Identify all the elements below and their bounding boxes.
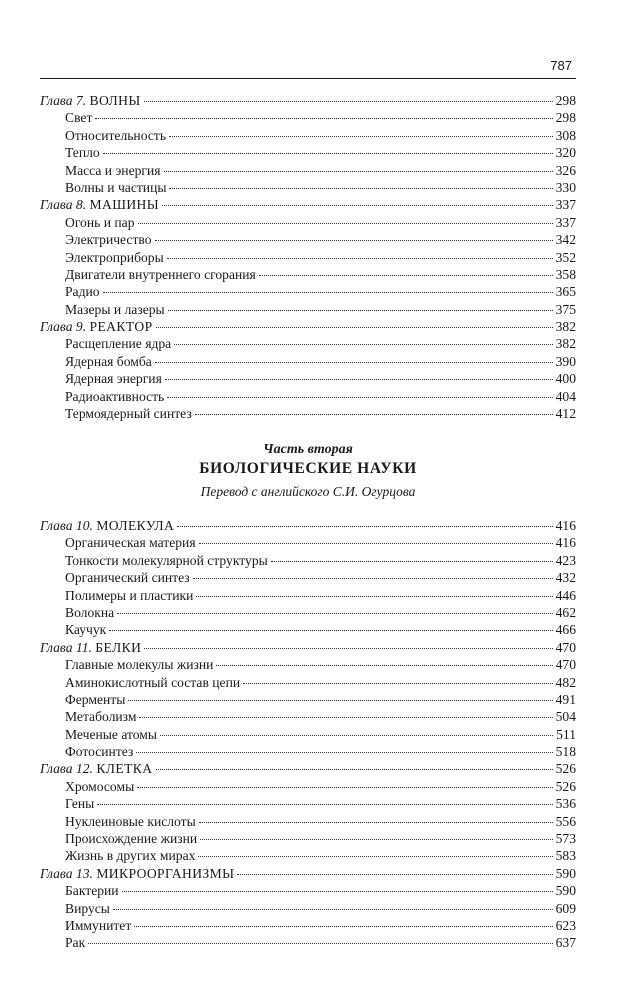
page-ref: 390: [555, 353, 576, 369]
toc-section-entry: [40, 109, 576, 126]
section-title: Электричество: [65, 232, 152, 248]
chapter-number: Глава 12.: [40, 761, 93, 777]
toc-entry-label: [65, 656, 213, 673]
page-ref: 412: [555, 406, 576, 422]
dot-leader: [216, 664, 552, 666]
dot-leader: [109, 629, 552, 631]
toc-entry-label: [65, 552, 268, 569]
toc-section-entry: [40, 674, 576, 691]
table-of-contents-part1: [40, 92, 576, 422]
chapter-title: КЛЕТКА: [96, 761, 153, 777]
dot-leader: [177, 525, 552, 527]
toc-section-entry: [40, 847, 576, 864]
toc-section-entry: [40, 934, 576, 951]
dot-leader: [156, 768, 553, 770]
chapter-title: РЕАКТОР: [89, 319, 153, 335]
section-title: Ядерная энергия: [65, 371, 162, 387]
toc-entry-label: [65, 691, 125, 708]
toc-entry-label: [65, 743, 133, 760]
toc-entry-label: [40, 760, 153, 777]
toc-entry-label: [65, 144, 100, 161]
dot-leader: [196, 595, 552, 597]
toc-section-entry: [40, 587, 576, 604]
dot-leader: [237, 873, 552, 875]
toc-entry-label: [65, 335, 171, 352]
section-title: Нуклеиновые кислоты: [65, 813, 196, 829]
page-ref: 432: [555, 570, 576, 586]
page-ref: 491: [555, 691, 576, 707]
toc-section-entry: [40, 301, 576, 318]
toc-entry-label: [65, 934, 85, 951]
section-title: Вирусы: [65, 900, 110, 916]
toc-section-entry: [40, 388, 576, 405]
section-title: Фотосинтез: [65, 744, 134, 760]
toc-section-entry: [40, 604, 576, 621]
toc-chapter-entry: [40, 760, 576, 777]
toc-section-entry: [40, 621, 576, 638]
section-title: Свет: [65, 110, 93, 126]
toc-entry-label: [65, 569, 190, 586]
page-ref: 358: [555, 266, 576, 282]
page-ref: 536: [555, 796, 576, 812]
toc-entry-label: [65, 830, 197, 847]
section-title: Ферменты: [65, 691, 126, 707]
toc-entry-label: [65, 109, 92, 126]
dot-leader: [137, 786, 552, 788]
toc-section-entry: [40, 778, 576, 795]
toc-entry-label: [65, 405, 192, 422]
page-ref: 423: [555, 552, 576, 568]
dot-leader: [199, 821, 553, 823]
page-ref: 583: [555, 848, 576, 864]
toc-entry-label: [65, 266, 256, 283]
toc-entry-label: [65, 162, 161, 179]
toc-entry-label: [65, 778, 134, 795]
page-ref: 556: [555, 813, 576, 829]
dot-leader: [122, 890, 553, 892]
toc-section-entry: [40, 214, 576, 231]
section-title: Жизнь в других мирах: [65, 848, 196, 864]
toc-section-entry: [40, 726, 576, 743]
toc-section-entry: [40, 405, 576, 422]
page-ref: 320: [555, 145, 576, 161]
toc-entry-label: [65, 353, 152, 370]
toc-entry-label: [65, 726, 157, 743]
dot-leader: [164, 170, 553, 172]
toc-section-entry: [40, 552, 576, 569]
dot-leader: [243, 682, 552, 684]
dot-leader: [198, 855, 552, 857]
page-ref: 504: [555, 709, 576, 725]
toc-section-entry: [40, 179, 576, 196]
toc-entry-label: [65, 127, 166, 144]
chapter-number: Глава 13.: [40, 865, 93, 881]
section-title: Главные молекулы жизни: [65, 657, 214, 673]
dot-leader: [259, 274, 553, 276]
page-ref: 298: [555, 110, 576, 126]
section-title: Происхождение жизни: [65, 831, 198, 847]
page-ref: 573: [555, 831, 576, 847]
page-ref: 400: [555, 371, 576, 387]
section-title: Волокна: [65, 604, 115, 620]
chapter-title: ВОЛНЫ: [89, 93, 141, 108]
toc-entry-label: [65, 882, 119, 899]
toc-chapter-entry: [40, 639, 576, 656]
toc-entry-label: [65, 917, 131, 934]
toc-section-entry: [40, 900, 576, 917]
toc-chapter-entry: [40, 865, 576, 882]
toc-entry-label: [65, 301, 165, 318]
toc-entry-label: [40, 865, 234, 882]
toc-entry-label: [65, 249, 164, 266]
dot-leader: [144, 647, 552, 649]
dot-leader: [155, 239, 553, 241]
page-ref: 342: [555, 232, 576, 248]
page-ref: 518: [555, 744, 576, 760]
page-ref: 326: [555, 162, 576, 178]
dot-leader: [88, 942, 552, 944]
dot-leader: [167, 396, 552, 398]
page-ref: 462: [555, 604, 576, 620]
page-ref: 404: [555, 388, 576, 404]
toc-entry-label: [65, 813, 196, 830]
dot-leader: [199, 542, 553, 544]
page-ref: 330: [555, 179, 576, 195]
toc-section-entry: [40, 743, 576, 760]
toc-entry-label: [40, 517, 174, 534]
chapter-number: Глава 8.: [40, 197, 87, 213]
toc-section-entry: [40, 162, 576, 179]
section-title: Хромосомы: [65, 778, 135, 794]
page-ref: 511: [556, 726, 576, 742]
dot-leader: [103, 291, 553, 293]
dot-leader: [169, 135, 553, 137]
toc-section-entry: [40, 335, 576, 352]
dot-leader: [167, 257, 553, 259]
section-title: Термоядерный синтез: [65, 406, 192, 422]
toc-entry-label: [65, 674, 240, 691]
toc-section-entry: [40, 249, 576, 266]
page-ref: 416: [555, 518, 576, 533]
toc-section-entry: [40, 266, 576, 283]
chapter-number: Глава 11.: [40, 639, 92, 655]
toc-entry-label: [40, 318, 153, 335]
dot-leader: [200, 838, 552, 840]
chapter-number: Глава 9.: [40, 319, 87, 335]
toc-section-entry: [40, 813, 576, 830]
toc-entry-label: [65, 214, 135, 231]
dot-leader: [156, 326, 553, 328]
toc-section-entry: [40, 144, 576, 161]
dot-leader: [160, 734, 553, 736]
dot-leader: [169, 187, 552, 189]
toc-section-entry: [40, 370, 576, 387]
toc-section-entry: [40, 283, 576, 300]
dot-leader: [162, 204, 553, 206]
toc-section-entry: [40, 127, 576, 144]
dot-leader: [138, 222, 553, 224]
section-title: Аминокислотный состав цепи: [65, 674, 241, 690]
toc-entry-label: [65, 708, 136, 725]
toc-entry-label: [65, 179, 166, 196]
chapter-title: МАШИНЫ: [89, 197, 160, 213]
page-ref: 590: [555, 883, 576, 899]
dot-leader: [174, 343, 552, 345]
dot-leader: [95, 117, 552, 119]
toc-entry-label: [65, 847, 195, 864]
page-ref: 446: [555, 587, 576, 603]
dot-leader: [165, 378, 553, 380]
section-title: Ядерная бомба: [65, 353, 152, 369]
dot-leader: [97, 803, 552, 805]
toc-section-entry: [40, 882, 576, 899]
page-ref: 375: [555, 301, 576, 317]
section-title: Радиоактивность: [65, 388, 165, 404]
section-title: Волны и частицы: [65, 179, 167, 195]
section-title: Огонь и пар: [65, 214, 135, 230]
page-ref: 365: [555, 284, 576, 300]
section-title: Электроприборы: [65, 249, 164, 265]
page-number: 787: [550, 58, 572, 73]
section-title: Тепло: [65, 145, 100, 161]
dot-leader: [155, 361, 553, 363]
dot-leader: [193, 577, 553, 579]
dot-leader: [103, 152, 553, 154]
section-title: Метаболизм: [65, 709, 137, 725]
toc-chapter-entry: [40, 517, 576, 534]
dot-leader: [168, 309, 553, 311]
dot-leader: [139, 716, 552, 718]
page-ref: 482: [555, 674, 576, 690]
page-ref: 470: [555, 657, 576, 673]
toc-section-entry: [40, 795, 576, 812]
table-of-contents-part2: [40, 517, 576, 952]
section-title: Гены: [65, 796, 95, 812]
section-title: Органическая материя: [65, 535, 196, 551]
dot-leader: [128, 699, 552, 701]
section-title: Относительность: [65, 127, 167, 143]
toc-section-entry: [40, 917, 576, 934]
page-ref: 609: [555, 900, 576, 916]
dot-leader: [134, 925, 552, 927]
dot-leader: [195, 413, 553, 415]
chapter-title: БЕЛКИ: [95, 639, 142, 655]
page-ref: 352: [555, 249, 576, 265]
dot-leader: [117, 612, 552, 614]
page-ref: 416: [555, 535, 576, 551]
page-ref: 470: [555, 639, 576, 655]
section-title: Каучук: [65, 622, 107, 638]
page-ref: 308: [555, 127, 576, 143]
section-title: Органический синтез: [65, 570, 190, 586]
toc-section-entry: [40, 569, 576, 586]
toc-entry-label: [65, 621, 106, 638]
section-title: Бактерии: [65, 883, 119, 899]
header-rule: [40, 78, 576, 79]
toc-section-entry: [40, 691, 576, 708]
toc-entry-label: [65, 388, 164, 405]
dot-leader: [144, 100, 553, 102]
toc-section-entry: [40, 656, 576, 673]
section-title: Полимеры и пластики: [65, 587, 194, 603]
toc-entry-label: [40, 639, 141, 656]
page-ref: 337: [555, 197, 576, 213]
toc-section-entry: [40, 231, 576, 248]
toc-entry-label: [65, 900, 110, 917]
page-ref: 298: [555, 93, 576, 108]
page-ref: 623: [555, 917, 576, 933]
section-title: Радио: [65, 284, 100, 300]
section-title: Масса и энергия: [65, 162, 161, 178]
toc-entry-label: [65, 604, 114, 621]
chapter-number: Глава 7.: [40, 93, 87, 108]
toc-entry-label: [65, 283, 100, 300]
toc-entry-label: [40, 92, 141, 109]
section-title: Рак: [65, 935, 86, 951]
page-ref: 526: [555, 778, 576, 794]
toc-entry-label: [65, 795, 94, 812]
part-label: Часть вторая: [263, 442, 353, 457]
chapter-title: МИКРООРГАНИЗМЫ: [96, 865, 235, 881]
toc-chapter-entry: [40, 92, 576, 109]
page-ref: 526: [555, 761, 576, 777]
toc-entry-label: [40, 196, 159, 213]
section-title: Тонкости молекулярной структуры: [65, 552, 268, 568]
toc-section-entry: [40, 534, 576, 551]
section-title: Меченые атомы: [65, 726, 158, 742]
page-ref: 590: [555, 865, 576, 881]
toc-entry-label: [65, 587, 193, 604]
toc-entry-label: [65, 370, 162, 387]
section-title: Расщепление ядра: [65, 336, 172, 352]
dot-leader: [136, 751, 552, 753]
chapter-number: Глава 10.: [40, 518, 93, 533]
toc-entry-label: [65, 231, 152, 248]
translator-credit: Перевод с английского С.И. Огурцова: [200, 484, 416, 499]
toc-section-entry: [40, 708, 576, 725]
page-ref: 382: [555, 336, 576, 352]
section-title: Иммунитет: [65, 917, 132, 933]
dot-leader: [271, 560, 553, 562]
section-title: Мазеры и лазеры: [65, 301, 165, 317]
part-title: БИОЛОГИЧЕСКИЕ НАУКИ: [199, 460, 417, 477]
section-title: Двигатели внутреннего сгорания: [65, 266, 256, 282]
dot-leader: [113, 908, 553, 910]
page-ref: 382: [555, 319, 576, 335]
toc-chapter-entry: [40, 318, 576, 335]
toc-entry-label: [65, 534, 196, 551]
page-ref: 637: [555, 935, 576, 951]
toc-chapter-entry: [40, 196, 576, 213]
toc-section-entry: [40, 830, 576, 847]
page-ref: 466: [555, 622, 576, 638]
chapter-title: МОЛЕКУЛА: [96, 518, 175, 533]
toc-section-entry: [40, 353, 576, 370]
page-ref: 337: [555, 214, 576, 230]
